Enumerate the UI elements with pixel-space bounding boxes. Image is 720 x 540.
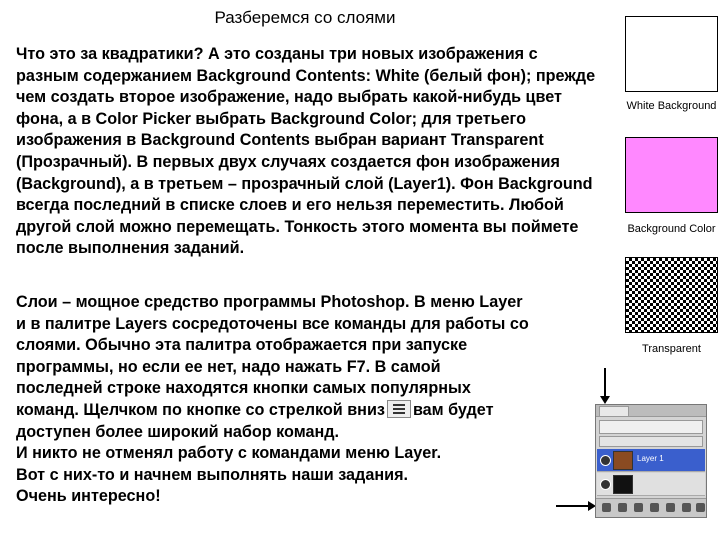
lock-row <box>599 436 703 447</box>
text-fragment: вам будет <box>412 400 494 419</box>
link-icon[interactable] <box>602 503 611 512</box>
folder-icon[interactable] <box>666 503 675 512</box>
fx-icon[interactable] <box>618 503 627 512</box>
text-line: и в палитре Layers сосредоточены все команды для работы со <box>16 314 529 333</box>
arrow-right-icon <box>556 505 590 507</box>
layer-thumbnail <box>613 451 633 470</box>
eye-icon[interactable] <box>600 479 611 490</box>
text-line: слоями. Обычно эта палитра отображается при запуске <box>16 336 468 355</box>
palette-tabs <box>596 405 706 417</box>
palette-bottom-buttons <box>596 498 706 517</box>
eye-icon[interactable] <box>600 455 611 466</box>
palette-menu-icon <box>387 400 411 418</box>
text-line: доступен более широкий набор команд. <box>16 422 340 441</box>
paragraph-intro: Что это за квадратики? А это созданы три новых изображения с разным содержанием Background Contents: White (белый фон); прежде чем создать второе изображение, надо выбрать какой-нибудь цвет фона, а в Color Picker выбрать Background Color; для третьего изображения в Background Contents выбран вариант Transparent (Прозрачный). В первых двух случаях создается фон изображения (Background), а в третьем – прозрачный слой (Layer1). Фон Background всегда последний в списке слоев и его нельзя переместить. Любой другой слой можно перемещать. Тонкость этого момента вы поймете после выполнения заданий. <box>16 45 596 258</box>
trash-icon[interactable] <box>696 503 705 512</box>
text-fragment: команд. Щелчком по кнопке со стрелкой вниз <box>16 400 385 419</box>
text-line: программы, но если ее нет, надо нажать F7. В самой <box>16 357 441 376</box>
page-title: Разберемся со слоями <box>214 8 396 27</box>
layer-name: Layer 1 <box>637 454 664 463</box>
arrow-down-icon <box>604 368 606 398</box>
text-line: последней строке находятся кнопки самых популярных <box>16 379 471 398</box>
text-line: Очень интересно! <box>16 487 161 506</box>
layer-thumbnail <box>613 475 633 494</box>
paragraph-layers <box>16 292 596 508</box>
background-color-caption: Background Color <box>627 223 716 235</box>
text-line: Слои – мощное средство программы Photoshop. В меню Layer <box>16 293 523 311</box>
text-line: Вот с них-то и начнем выполнять наши задания. <box>16 465 409 484</box>
mask-icon[interactable] <box>634 503 643 512</box>
white-background-swatch <box>625 16 718 92</box>
layers-palette <box>595 404 707 518</box>
text-line <box>16 400 596 422</box>
new-layer-icon[interactable] <box>682 503 691 512</box>
transparent-caption: Transparent <box>642 343 701 355</box>
layer-row-layer1[interactable] <box>597 449 705 472</box>
layer-row-background[interactable] <box>597 473 705 496</box>
transparent-swatch <box>625 257 718 333</box>
text-line: И никто не отменял работу с командами меню Layer. <box>16 444 442 463</box>
white-background-caption: White Background <box>626 100 717 112</box>
background-color-swatch <box>625 137 718 213</box>
palette-tab-layers[interactable] <box>599 406 629 416</box>
blend-mode-select[interactable] <box>599 420 703 434</box>
adjustment-icon[interactable] <box>650 503 659 512</box>
